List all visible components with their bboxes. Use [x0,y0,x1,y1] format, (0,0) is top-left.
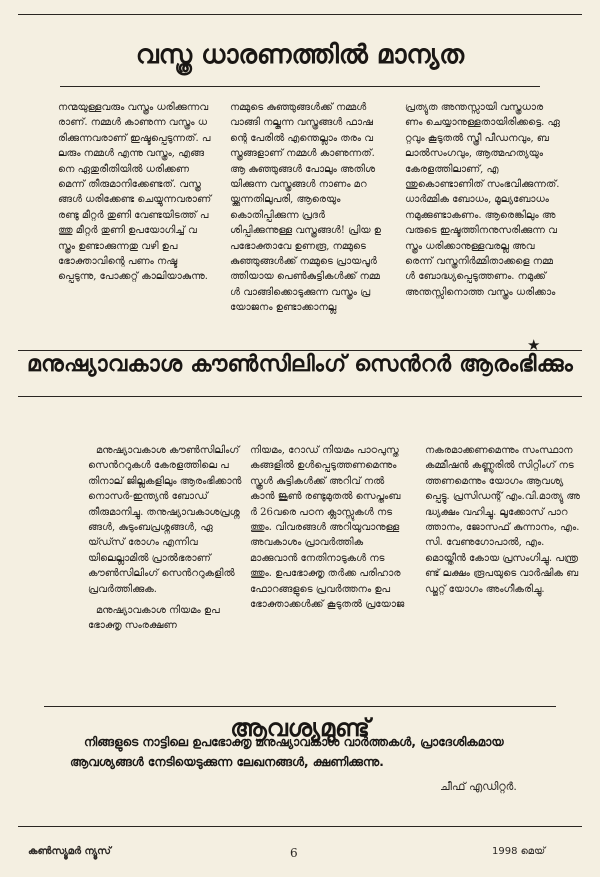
section-divider-under-headline [18,396,582,397]
notice-signature: ചീഫ് എഡിറ്റർ. [440,780,517,793]
footer-page-number: 6 [290,846,298,860]
article2-paragraph: മനുഷ്യാവകാശ നിയമം ഉപഭോക്തൃ സംരക്ഷണ [88,605,220,632]
article-column-3: പ്രത്യുത അന്തസ്സായി വസ്ത്രധാരണം ചെയ്യാനുള്ളതായിരിക്കട്ടെ. ഏറ്റവും കൂടുതൽ സ്ത്രീ പീഡനവും, ബലാൽസംഗവും, ആത്മഹത്യയും കേരളത്തിലാണ്, എന്തുകൊണ്ടാണിത് സംഭവിക്കുന്നത്. ധാർമ്മിക ബോധം, മൂല്യബോധം നമുക്കുണ്ടാകണം. ആരെങ്കിലും അവരുടെ ഇഷ്ടത്തിനനുസരിക്കുന്ന വസ്ത്രം ധരിക്കാനുള്ളവരല്ല അവരെന്ന് വസ്ത്രനിർമ്മിതാക്കളെ നമ്മൾ ബോദ്ധ്യപ്പെടുത്തണം. നമുക്ക് അന്തസ്സിനൊത്ത വസ്ത്രം ധരിക്കാം [405,102,560,298]
section-divider [44,706,556,707]
top-rule [18,14,582,15]
headline-underline [60,86,540,87]
footer-rule [18,826,582,827]
article-headline-dress-decency: വസ്ത്ര ധാരണത്തിൽ മാന്യത [135,40,465,70]
notice-body: നിങ്ങളുടെ നാട്ടിലെ ഉപഭോക്തൃ മനുഷ്യാവകാശ വാർത്തകൾ, പ്രാദേശികമായ ആവശ്യങ്ങൾ നേടിയെടുക്കുന്ന ലേഖനങ്ങൾ, ക്ഷണിക്കുന്നു. [70,735,504,769]
section-divider [18,350,582,351]
article2-column-2: നിയമം, റോഡ് നിയമം പാഠപുസ്തകങ്ങളിൽ ഉൾപ്പെടുത്തണമെന്നും സ്കൂൾ കുട്ടികൾക്ക് അറിവ് നൽകാൻ ജൂൺ രണ്ടുമുതൽ സെപ്തംബർ 26വരെ പഠന ക്ലാസ്സുകൾ നടത്തും. വിവരങ്ങൾ അറിയുവാനുള്ള അവകാശം പ്രാവർത്തികമാക്കുവാൻ നേതിനാടുകൾ നടത്തും. ഉപഭോക്തൃ തർക്ക പരിഹാര ഫോറങ്ങളുടെ പ്രവർത്തനം ഉപഭോക്താക്കൾക്ക് കൂടുതൽ പ്രയോജ [250,445,405,611]
article2-paragraph: മനുഷ്യാവകാശ കൗൺസിലിംഗ് സെൻററുകൾ കേരളത്തിലെ പതിനാല് ജില്ലകളിലും ആരംഭിക്കാൻ നൊസർ-ഇന്ത്യൻ ബോഡ്‌ തീരുമാനിച്ചു. തനുഷ്യാവകാശപ്രശ്നങ്ങൾ, കുടുംബപ്രശ്നങ്ങൾ, ഏയ്ഡ്സ് രോഗം എന്നിവയിലെല്ലാമിൽ പ്രാൽഭരാണ് കൗൺസിലിംഗ് സെൻററുകളിൽ പ്രവർത്തിക്കുക. [88,445,242,595]
footer-publication-name: കൺസ്യൂമർ ന്യൂസ് [28,846,111,857]
article2-column-3: നകരമാക്കണമെന്നും സംസ്ഥാന കമ്മീഷൻ കണ്ണൂരിൽ സിറ്റിംഗ് നടത്തണമെന്നും യോഗം ആവശ്യപ്പെട്ടു. പ്രസിഡന്റ് എം.വി.മാത്യു അദ്ധ്യക്ഷം വഹിച്ചു. ലൂക്കോസ് പാറത്താനം, ജോസഫ് കുന്നാനം, എം. സി. വേണുഗോപാൽ, എം. മൊയ്തീൻ കോയ പ്രസംഗിച്ചു. പന്ത്രണ്ട് ലക്ഷം രൂപയുടെ വാർഷിക ബഡ്ജറ്റ് യോഗം അംഗീകരിച്ചു. [425,445,580,595]
article-column-2: നമ്മുടെ കുഞ്ഞുങ്ങൾക്ക് നമ്മൾ വാങ്ങി നല്കുന്ന വസ്ത്രങ്ങൾ ഫാഷന്റെ പേരിൽ എന്തെല്ലാം തരം വസ്ത്രങ്ങളാണ് നമ്മൾ കാണുന്നത്. ആ കുഞ്ഞുങ്ങൾ പോലും അതിശയിക്കുന്ന വസ്ത്രങ്ങൾ നാണം മറയ്ക്കുന്നതിലുപരി, ആരെയും കൊതിപ്പിക്കുന്ന പ്രദർശിപ്പിക്കുന്നുള്ള വസ്ത്രങ്ങൾ! പ്രിയ ഉപഭോക്താവേ ഉണരൂ, നമ്മുടെ കുഞ്ഞുങ്ങൾക്ക് നമ്മുടെ പ്രായപൂർത്തിയായ പെൺകുട്ടികൾക്ക് നമ്മൾ വാങ്ങിക്കൊടുക്കുന്ന വസ്ത്രം പ്രയോജനം ഉണ്ടാക്കാനല്ല [230,102,381,314]
article-column-1: നന്മയുള്ളവരും വസ്ത്രം ധരിക്കുന്നവരാണ്. നമ്മൾ കാണുന്ന വസ്ത്രം ധരിക്കുന്നവരാണ് ഇഷ്ടപ്പെടുന്നത്. പലരും നമ്മൾ എന്നു വസ്ത്രം, എങ്ങനെ ഏതുരീതിയിൽ ധരിക്കണമെന്ന് തീരുമാനിക്കേണ്ടത്. വസ്ത്രങ്ങൾ ധരിക്കേണ്ട ചെയ്യുന്നവരാണ് രണ്ടു മീറ്റർ തുണി വേണ്ടയിടത്ത് പത്തു മീറ്റർ തുണി ഉപയോഗിച്ച് വസ്ത്രം ഉണ്ടാക്കുന്നതു വഴി ഉപഭോക്താവിന്റെ പണം നഷ്ടപ്പെടുന്നു, പോക്കറ്റ് കാലിയാകുന്നു. [58,102,212,283]
notice-headline-wanted: ആവശ്യമുണ്ട് [230,714,370,742]
article-headline-counselling-center: മനുഷ്യാവകാശ കൗൺസിലിംഗ് സെൻറർ ആരംഭിക്കും [26,352,574,377]
footer-issue-date: 1998 മെയ് [492,846,546,857]
article2-column-1 [88,443,243,703]
end-star-icon: ★ [527,336,541,354]
